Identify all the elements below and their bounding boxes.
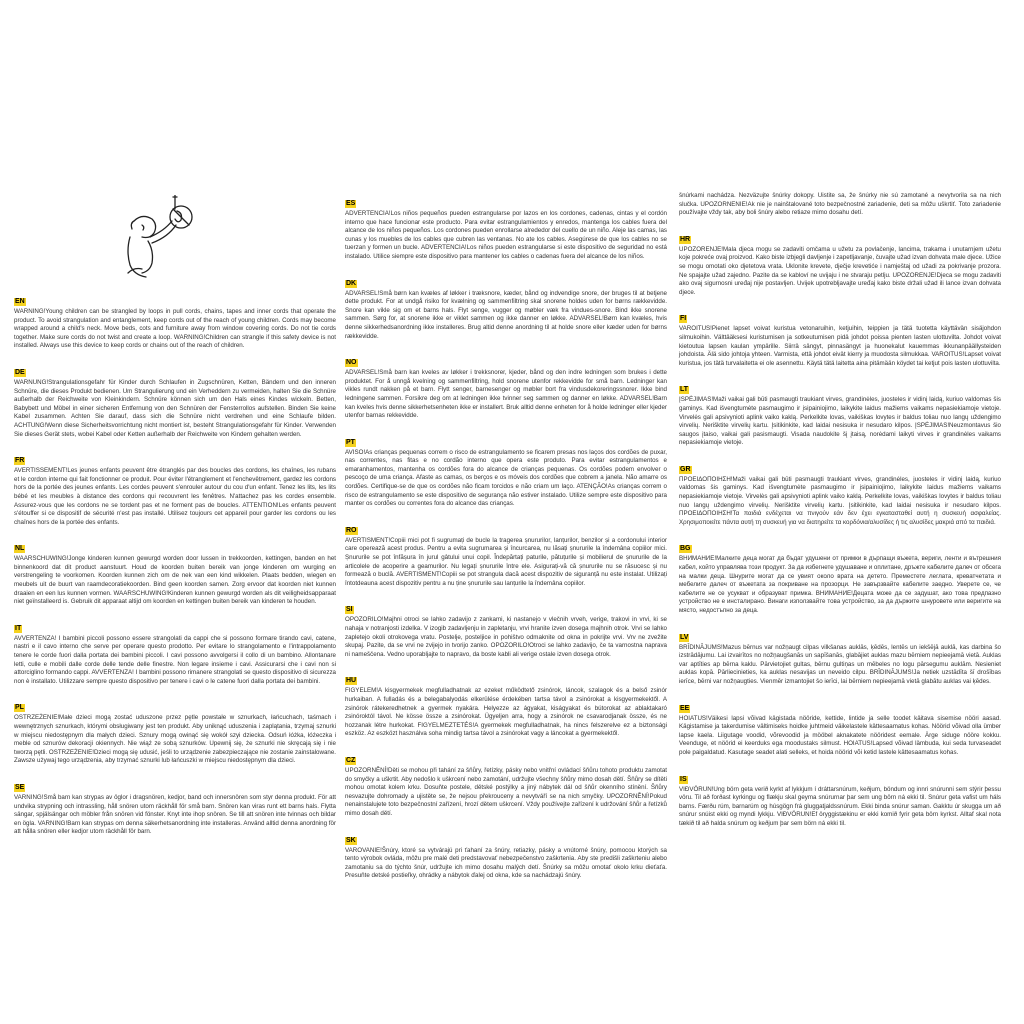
warning-section-hr (679, 228, 1001, 298)
warning-section-cz (345, 749, 667, 819)
warning-text: OSTRZEŻENIE!Małe dzieci mogą zostać uduszone przez pętle powstałe w sznurkach, łańcuchach, taśmach i wewnętrznych sznurkach, którymi obsługiwany jest ten produkt. Aby uniknąć uduszenia i zaplątania, trzymaj sznurki w miejscu niedostępnym dla małych dzieci. Sznury mogą owinąć się wokół szyi dziecka. Odsuń łóżka, łóżeczka i meble od sznurów dekoracji okiennych. Nie wiąż ze sobą sznurków. Upewnij się, że sznurki nie skręcają się i nie tworzą pętli. OSTRZEŻENIE!Dzieci mogą się udusić, jeśli to urządzenie zabezpieczające nie zostanie zainstalowane. Zawsze używaj tego urządzenia, aby trzymać sznurki lub łańcuszki w miejscu niedostępnym dla dzieci. (14, 714, 336, 765)
warning-section-nl (14, 537, 336, 607)
warning-section-dk (345, 272, 667, 342)
language-code-label: CZ (346, 756, 356, 764)
warning-section-ro (345, 519, 667, 589)
warning-section-sk (345, 829, 667, 881)
warning-text: AVVERTENZA! I bambini piccoli possono essere strangolati da cappi che si possono formare tirando cavi, catene, nastri e il cavo interno che serve per operare questo prodotto. Per evitare lo strangolamento e l'intrappolamento tenere le corde fuori dalla portata dei bambini piccoli. I cavi possono avvolgersi il collo di un bambino. Allontanare letti, culle e mobili dalle corde delle tende delle finestre. Non legare insieme i cavi. Assicurarsi che i cavi non si attorciglino formando cappi. AVVERTENZA! I bambini possono rimanere strangolati se questo dispositivo di sicurezza non è installato. Utilizzare sempre questo dispositivo per tenere i cavi o le catene fuori dalla portata dei bambini. (14, 634, 336, 685)
column-middle (345, 192, 667, 891)
language-code-label: EE (680, 704, 690, 712)
language-code-label: NO (346, 359, 357, 367)
warning-section-fi (679, 307, 1001, 368)
warning-text: WAARSCHUWING!Jonge kinderen kunnen gewurgd worden door lussen in trekkoorden, kettingen, banden en het binnenkoord dat dit product aanstuurt. Houd de koorden buiten bereik van jonge kinderen om wurging en verstrengeling te voorkomen. Koorden kunnen zich om de nek van een kind wikkelen. Plaats bedden, wiegen en meubels uit de buurt van raamdecoratiekoorden. Bind geen koorden samen. Zorg ervoor dat koorden niet kunnen draaien en een lus kunnen vormen. WAARSCHUWING!Kinderen kunnen gewurgd worden als dit veiligheidsapparaat niet geïnstalleerd is. Gebruik dit apparaat altijd om koorden en kettingen buiten bereik van kinderen te houden. (14, 555, 336, 606)
column-left (14, 290, 336, 847)
warning-section-lt (679, 378, 1001, 448)
warning-section-continued (679, 192, 1001, 218)
warning-section-gr (679, 458, 1001, 528)
language-code-label: DK (346, 279, 357, 287)
warning-text: OPOZORILO!Majhni otroci se lahko zadavijo z zankami, ki nastanejo v vlečnih vrveh, verige, trakovi in vrvi, ki se nahaja v notranjosti izdelka. V izogib zadavljenju in zapletanju, vrvi hranite izven dosega majhnih otrok. Vrvi se lahko zapletejo okoli otrokovega vratu. Postelje, posteljice in pohištvo odmaknite od okna in pokrijte vrvi. Vrv ne zvežite skupaj. Pazite, da se vrvi ne zvijejo in tvorijo zanko. OPOZORILO!Otroci se lahko zadavijo, če ta varnostna naprava ni nameščena. Vedno uporabljajte to napravo, da boste kabli ali verige ostale izven dosega otrok. (345, 616, 667, 658)
warning-text: ĮSPĖJIMAS!Maži vaikai gali būti pasmaugti traukiant virves, grandinėles, juosteles ir vidinį laidą, kuriuo valdomas šis gaminys. Kad išvengtumėte pasmaugimo ir įsipainiojimo, laikykite laidus mažiems vaikams nepasiekiamoje vietoje. Virvelės gali apsivynioti aplink vaiko kaklą. Perkelkite lovas, vaikiškas lovytes ir baldus toliau nuo langų uždengimo virvelių. Nerišktite virvelių kartu. Įsitikinkite, kad laidai nesisuka ir nesudaro kilpos. ĮSPĖJIMAS!Neuzmontavus šio saugos įtaiso, vaikai gali pasismaugti. Visada naudokite šį įtaisą, norėdami laikyti virves ir grandinėles vaikams nepasiekiamoje vietoje. (679, 396, 1001, 447)
warning-text: WARNING!Young children can be strangled by loops in pull cords, chains, tapes and inner cords that operate the product. To avoid strangulation and entanglement, keep cords out of the reach of young children. Cords may become wrapped around a child's neck. Move beds, cots and furniture away from window covering cords. Do not tie cords together. Make sure cords do not twist and create a loop. WARNING!Children can strangle if this safety device is not installed. Always use this device to keep cords or chains out of the reach of children. (14, 308, 336, 350)
warning-text: šnúrkami nachádza. Nezväzujte šnúrky dokopy. Uistite sa, že šnúrky nie sú zamotané a nevytvorila sa na nich slučka. UPOZORNENIE!Ak nie je nainštalované toto bezpečnostné zariadenie, deti sa môžu uškrtiť. Toto zariadenie používajte vždy tak, aby boli šnúry alebo retiaze mimo dosahu detí. (679, 192, 1001, 217)
warning-section-hu (345, 669, 667, 739)
warning-text: VIÐVÖRUN!Ung börn geta verið kyrkt af lykkjum í dráttarsnúrum, keðjum, böndum og innri snúrunni sem stýrir þessu vöru. Til að forðast kyrkingu og flækju skal geyma snúrurnar þar sem ung börn ná ekki til. Snúrur geta vafist um háls barns. Færðu rúm, barnarúm og húsgögn frá gluggatjaldssnúrum. Ekki binda snúrur saman. Gakktu úr skugga um að snúrur snúist ekki og myndi lykkju. VIÐVÖRUN!Ef öryggistækinu er ekki komið fyrir geta börn kyrkst. Alltaf skal nota tækið til að halda snúrum og keðjum þar sem börn ná ekki til. (679, 785, 1001, 827)
language-code-label: SE (15, 783, 25, 791)
warning-section-es (345, 192, 667, 262)
warning-text: FIGYELEM!A kisgyermekek megfulladhatnak az ezeket működtető zsinórok, láncok, szalagok és a belső zsinór hurkaiban. A fulladás és a belegabalyodás elkerülése érdekében tartsa távol a zsinórokat a kisgyermekektől. A zsinórok rátekeredhetnek a gyermek nyakára. Helyezze az ágyakat, kiságyakat és bútorokat az ablaktakaró zsinóroktól távol. Ne kösse össze a zsinórokat. Ügyeljen arra, hogy a zsinórok ne csavarodjanak össze, és ne hozzanak létre hurkokat. FIGYELMEZTETÉS!A gyermekek megfulladhatnak, ha nincs felszerelve ez a biztonsági eszköz. Az eszközt használva soha mindig tartsa távol a zsinórokat vagy a láncokat a gyermekektől. (345, 687, 667, 738)
child-strangulation-warning-illustration (120, 195, 210, 283)
warning-text: WARNUNG!Strangulationsgefahr für Kinder durch Schlaufen in Zugschnüren, Ketten, Bändern und den inneren Schnüre, die dieses Produkt bedienen. Um Strangulierung und ein Verheddern zu vermeiden, halten Sie die Schnüre außerhalb der Reichweite von Kleinkindern. Schnüre können sich um den Hals eines Kindes wickeln. Betten, Babybett und Möbel in einer sicheren Entfernung von den Schnüren der Fensterrollos aufstellen. Binden Sie keine Kabel zusammen. Achten Sie darauf, dass sich die Schnüre nicht verdrehen und eine Schlaufe bilden. ACHTUNG!Wenn diese Sicherheitsvorrichtung nicht montiert ist, besteht Strangulationsgefahr für Kinder. Verwenden Sie dieses Gerät stets, wobei Kabel oder Ketten außerhalb der Reichweite von Kindern gehalten werden. (14, 378, 336, 438)
warning-section-bg (679, 537, 1001, 615)
warning-section-en (14, 290, 336, 351)
warning-section-is (679, 768, 1001, 829)
language-code-label: GR (680, 465, 691, 473)
language-code-label: IT (15, 624, 22, 632)
warning-section-fr (14, 449, 336, 527)
warning-section-pl (14, 696, 336, 766)
language-code-label: PL (15, 704, 24, 712)
column-right (679, 192, 1001, 839)
language-code-label: EN (15, 298, 25, 305)
language-code-label: FR (15, 457, 25, 465)
warning-section-lv (679, 626, 1001, 687)
warning-section-it (14, 617, 336, 687)
language-code-label: BG (680, 545, 691, 553)
language-code-label: ES (346, 200, 356, 207)
warning-text: VAROITUS!Pienet lapset voivat kuristua vetonaruihin, ketjuihin, teippien ja tätä tuotetta käyttävän sisäjohdon silmukoihin. Välttääksesi kuristumisen ja sotkeutumisen pidä johdot poissa pienten lasten ulottuvilta. Johdot voivat kietoutua lapsen kaulan ympärille. Siirrä sängyt, pinnasängyt ja huonekalut kauemmas ikkunanpäällysteiden johdoista. Älä sido johtoja yhteen. Varmista, että johdot eivät kierry ja muodosta silmukkaa. VAROITUS!Lapset voivat kuristua, jos tätä turvalaitetta ei ole asennettu. Käytä tätä laitetta aina pitämään köydet tai ketjut pois lasten ulottuvilta. (679, 325, 1001, 367)
warning-section-ee (679, 697, 1001, 758)
warning-text: HOIATUS!Väikesi lapsi võivad kägistada nööride, kettide, lintide ja selle toodet käitava sisemise nööri aasad. Kägistamise ja takerdumise vältimiseks hoidke juhtmeid väikelastele kättesaamatus kohas. Nöörid võivad olla ümber lapse kaela. Liigutage voodid, võrevoodid ja mööbel aknakatete nööridest eemale. Ärge siduge nööre kokku. Veenduge, et nöörid ei keerduks ega moodustaks silmust. HOIATUS!Lapsed võivad lämbuda, kui seda turvaseadet pole paigaldatud. Kasutage seadet alati selleks, et hoida nöörid või ketid lastele kättesaamatus kohas. (679, 714, 1001, 756)
language-code-label: PT (346, 438, 355, 446)
language-code-label: LV (680, 633, 689, 641)
warning-section-se (14, 776, 336, 837)
warning-section-no (345, 351, 667, 421)
warning-text: VARNING!Små barn kan strypas av öglor i dragsnören, kedjor, band och innersnören som styr denna produkt. För att undvika strypning och intrassling, håll snören utom räckhåll för små barn. Snören kan viras runt ett barns hals. Flytta sängar, spjälsängar och möbler från snören vid fönster. Knyt inte ihop snören. Se till att snören inte tvinnas och bildar en ögla. VARNING!Barn kan strypas om denna säkerhetsanordning inte installeras. Använd alltid denna anordning för att hålla snören eller kedjor utom räckhåll för barn. (14, 793, 336, 836)
language-code-label: SI (346, 606, 353, 614)
warning-section-pt (345, 431, 667, 509)
warning-text: AVERTISSEMENT!Les jeunes enfants peuvent être étranglés par des boucles des cordons, les chaînes, les rubans et le cordon interne qui fait fonctionner ce produit. Pour éviter l'étranglement et l'enchevêtrement, gardez les cordons hors de la portée des jeunes enfants. Les cordes peuvent s'enrouler autour du cou d'un enfant. Tenez les lits, les lits bébé et les meubles à distance des cordons qui recouvrent les fenêtres. N'attachez pas les cordes ensemble. Assurez-vous que les cordons ne se tordent pas et ne forment pas de boucles. ATTENTION!Les enfants peuvent s'étouffer si ce dispositif de sécurité n'est pas installé. Utilisez toujours cet appareil pour garder les cordons ou les chaînes hors de la portée des enfants. (14, 467, 336, 526)
warning-text: BRĪDINĀJUMS!Mazus bērnus var nožņaugt cilpas vilkšanas auklās, ķēdēs, lentēs un iekšējā auklā, kas darbina šo izstrādājumu. Lai izvairītos no nožņaugšanās un sapīšanās, glabājiet auklas mazu bērniem nepieejamā vietā. Auklas var aptīties ap bērna kaklu. Pārvietojiet gultas, bērnu gultiņas un mēbeles no logu pārsegumu auklām. Nesieniet auklas kopā. Pārliecinieties, ka auklas nesavijas un neveido cilpu. BRĪDINĀJUMS!Ja netiek uzstādīta šī drošības ierīce, bērni var nožņaugties. Vienmēr izmantojiet šo ierīci, lai bērniem nepieejamā vietā glabātu auklas vai ķēdes. (679, 643, 1001, 685)
language-code-label: RO (346, 526, 357, 534)
warning-text: ВНИМАНИЕ!Малките деца могат да бъдат удушени от примки в дърпащи въжета, вериги, ленти и вътрешния кабел, който управлява този продукт. За да избегнете удушаване и оплитане, дръжте кабелите далеч от обсега на малки деца. Шнурите могат да се увият около врата на детето. Преместете леглата, креватчетата и мебелите далеч от въжетата за покриване на прозорци. Не завързвайте кабелите заедно. Уверете се, че кабелите не се усукват и образуват примка. ВНИМАНИЕ!Децата може да се задушат, ако това предпазно устройство не е инсталирано. Винаги използвайте това устройство, за да държите шнуровете или веригите на място, недостъпно за деца. (679, 555, 1001, 614)
warning-text: UPOZORNĚNÍ!Děti se mohou při tahání za šňůry, řetízky, pásky nebo vnitřní ovládací šňůru tohoto produktu zamotat do smyčky a uškrtit. Aby nedošlo k uškrcení nebo zamotání, udržujte všechny šňůry mimo dosah dětí. Šňůry se dítěti mohou omotat kolem krku. Dosuňte postele, dětské postýlky a jiný nábytek dál od šňůr okenního stínění. Šňůry nesvazujte dohromady a ujistěte se, že nejsou překrouceny a nevytváří se na nich smyčky. UPOZORNĚNÍ!Pokud nenainstalujete toto bezpečnostní zařízení, hrozí dětem uškrcení. Vždy používejte zařízení k udržování šňůr a řetízků mimo dosah dětí. (345, 766, 667, 817)
warning-text: ADVERTENCIA!Los niños pequeños pueden estrangularse por lazos en los cordones, cadenas, cintas y el cordón interno que hace funcionar este producto. Para evitar estrangulamientos y enredos, mantenga los cables fuera del alcance de los niños pequeños. Los cordones pueden enrollarse alrededor del cuello de un niño. Aleje las camas, las cunas y los muebles de los cables que cubren las ventanas. No ate los cables. Asegúrese de que los cables no se tuerzan y formen un bucle. ADVERTENCIA!Los niños pueden estrangularse si este dispositivo de seguridad no está instalado. Utilice siempre este dispositivo para mantener los cables o cadenas fuera del alcance de los niños. (345, 210, 667, 260)
warning-section-si (345, 598, 667, 659)
language-code-label: HR (680, 235, 691, 243)
warning-text: AVERTISMENT!Copiii mici pot fi sugrumați de bucle la tragerea șnururilor, lanțurilor, benzilor și a cordonului interior care operează acest produs. Pentru a evita sugrumarea și încurcarea, nu lăsați șnururile la îndemâna copiilor mici. Șnururile se pot înfășura în jurul gâtului unui copil. Îndepărtați paturile, pătuțurile și mobilierul de șnururile de la articolele de acoperire a geamurilor. Nu legați șnururile între ele. Asigurați-vă că șnururile nu se răsucesc și nu formează o buclă. AVERTISMENT!Copiii se pot strangula dacă acest dispozitiv de siguranță nu este instalat. Utilizați întotdeauna acest dispozitiv pentru a nu ține șnururile sau lanțurile la îndemâna copiilor. (345, 536, 667, 587)
warning-text: ADVARSEL!Små børn kan kvæles af løkker i træksnore, kæder, bånd og indvendige snore, der bruges til at betjene dette produkt. For at undgå risiko for kvælning og sammenfiltring skal snorene holdes uden for børns rækkevidde. Snore kan vikle sig om et barns hals. Flyt senge, vugger og møbler væk fra vindues-snore. Bind ikke snorene sammen. Sørg for, at snorene ikke er viklet sammen og ikke danner en løkke. ADVARSEL!Børn kan kvæles, hvis denne sikkerhedsanordning ikke installeres. Brug altid denne anordning til at holde snore eller kæder uden for børns rækkevidde. (345, 289, 667, 340)
warning-text: ADVARSEL!Små barn kan kveles av løkker i trekksnorer, kjeder, bånd og den indre ledningen som brukes i dette produktet. For å unngå kvelning og sammenfiltring, hold snorene utenfor rekkevidde for små barn. Ledninger kan vikles rundt nakken på et barn. Flytt senger, barnesenger og møbler bort fra vindusdekoreringssnorer. Ikke bind ledningene sammen. Forsikre deg om at ledningen ikke tvinner seg sammen og danner en løkke. ADVARSEL!Barn kan kveles hvis denne sikkerhetsenheten ikke er installert. Bruk alltid denne enheten for å holde ledninger eller kjeder utenfor barnas rekkevidde. (345, 369, 667, 420)
warning-text: VAROVANIE!Šnúry, ktoré sa vytvárajú pri ťahaní za šnúry, retiazky, pásky a vnútorné šnúry, pomocou ktorých sa tento výrobok ovláda, môžu pre malé deti predstavovať nebezpečenstvo zaškrtenia. Aby ste predišli zaškrteniu alebo zamotaniu sa do týchto šnúr, udržujte ich mimo dosahu malých detí. Šnúrky sa môžu omotať okolo krku dieťaťa. Presuňte detské postieľky, ohrádky a nábytok ďalej od okna, kde sa nachádzajú šnúry. (345, 846, 667, 880)
language-code-label: FI (680, 315, 687, 323)
warning-section-de (14, 361, 336, 439)
language-code-label: HU (346, 677, 357, 685)
warning-text: ΠΡΟΕΙΔΟΠΟΙΗΣΗ!Maži vaikai gali būti pasmaugti traukiant virves, grandinėles, juosteles ir vidinį laidą, kuriuo valdomas šis gaminys. Kad išvengtumėte pasmaugimo ir įsipainiojimo, laikykite laidus mažiems vaikams nepasiekiamoje vietoje. Virvelės gali apsivynioti aplink vaiko kaklą. Perkelkite lovas, vaikiškas lovytes ir baldus toliau nuo langų uždengimo virvelių. Nerišktite virvelių kartu. Įsitikinkite, kad laidai nesisuka ir nesudaro kilpos. ΠΡΟΕΙΔΟΠΟΙΗΣΗ!Τα παιδιά ενδέχεται να πνιγούν εάν δεν έχει εγκατασταθεί αυτή η συσκευή ασφαλείας. Χρησιμοποιείτε πάντα αυτή τη συσκευή για να διατηρείτε τα κορδόνια/αλυσίδες ή τις αλυσίδες μακριά από τα παιδιά. (679, 475, 1001, 526)
warning-text: AVISO!As crianças pequenas correm o risco de estrangulamento se ficarem presas nos laços dos cordões de puxar, nas correntes, nas fitas e no cordão interno que opera este produto. Para evitar estrangulamentos e emaranhamentos, mantenha os cordões fora do alcance de crianças pequenas. Os cordões podem envolver o pescoço de uma criança. Afaste as camas, os berços e os móveis dos cordões que cobrem a janela. Não amarre os cordões. Certifique-se de que os cordões não ficam torcidos e não criam um laço. ATENÇÃO!As crianças correm o risco de estrangulamento se este dispositivo de segurança não estiver instalado. Utilize sempre este dispositivo para manter os cordões ou correntes fora do alcance das crianças. (345, 448, 667, 508)
language-code-label: DE (15, 368, 25, 376)
language-code-label: IS (680, 775, 687, 783)
warning-text: UPOZORENJE!Mala djeca mogu se zadaviti omčama u užetu za povlačenje, lancima, trakama i unutarnjem užetu koje pokreće ovaj proizvod. Kako biste izbjegli davljenje i zapetljavanje, čuvajte užad izvan dohvata male djece. Užice se mogu omotati oko djetetova vrata. Uklonite krevete, dječje krevetiće i namještaj od užadi za pokrivanje prozora. Ne spajajte užad zajedno. Pazite da se kabloví ne uvijaju i ne stvaraju petlju. UPOZORENJE!Djeca se mogu zadaviti ako ovaj sigurnosni uređaj nije postavljen. Uvijek upotrebljavajte uređaj kako biste držali užad ili lance izvan dohvata djece. (679, 245, 1001, 296)
language-code-label: LT (680, 386, 689, 394)
language-code-label: NL (15, 545, 25, 553)
language-code-label: SK (346, 836, 356, 844)
